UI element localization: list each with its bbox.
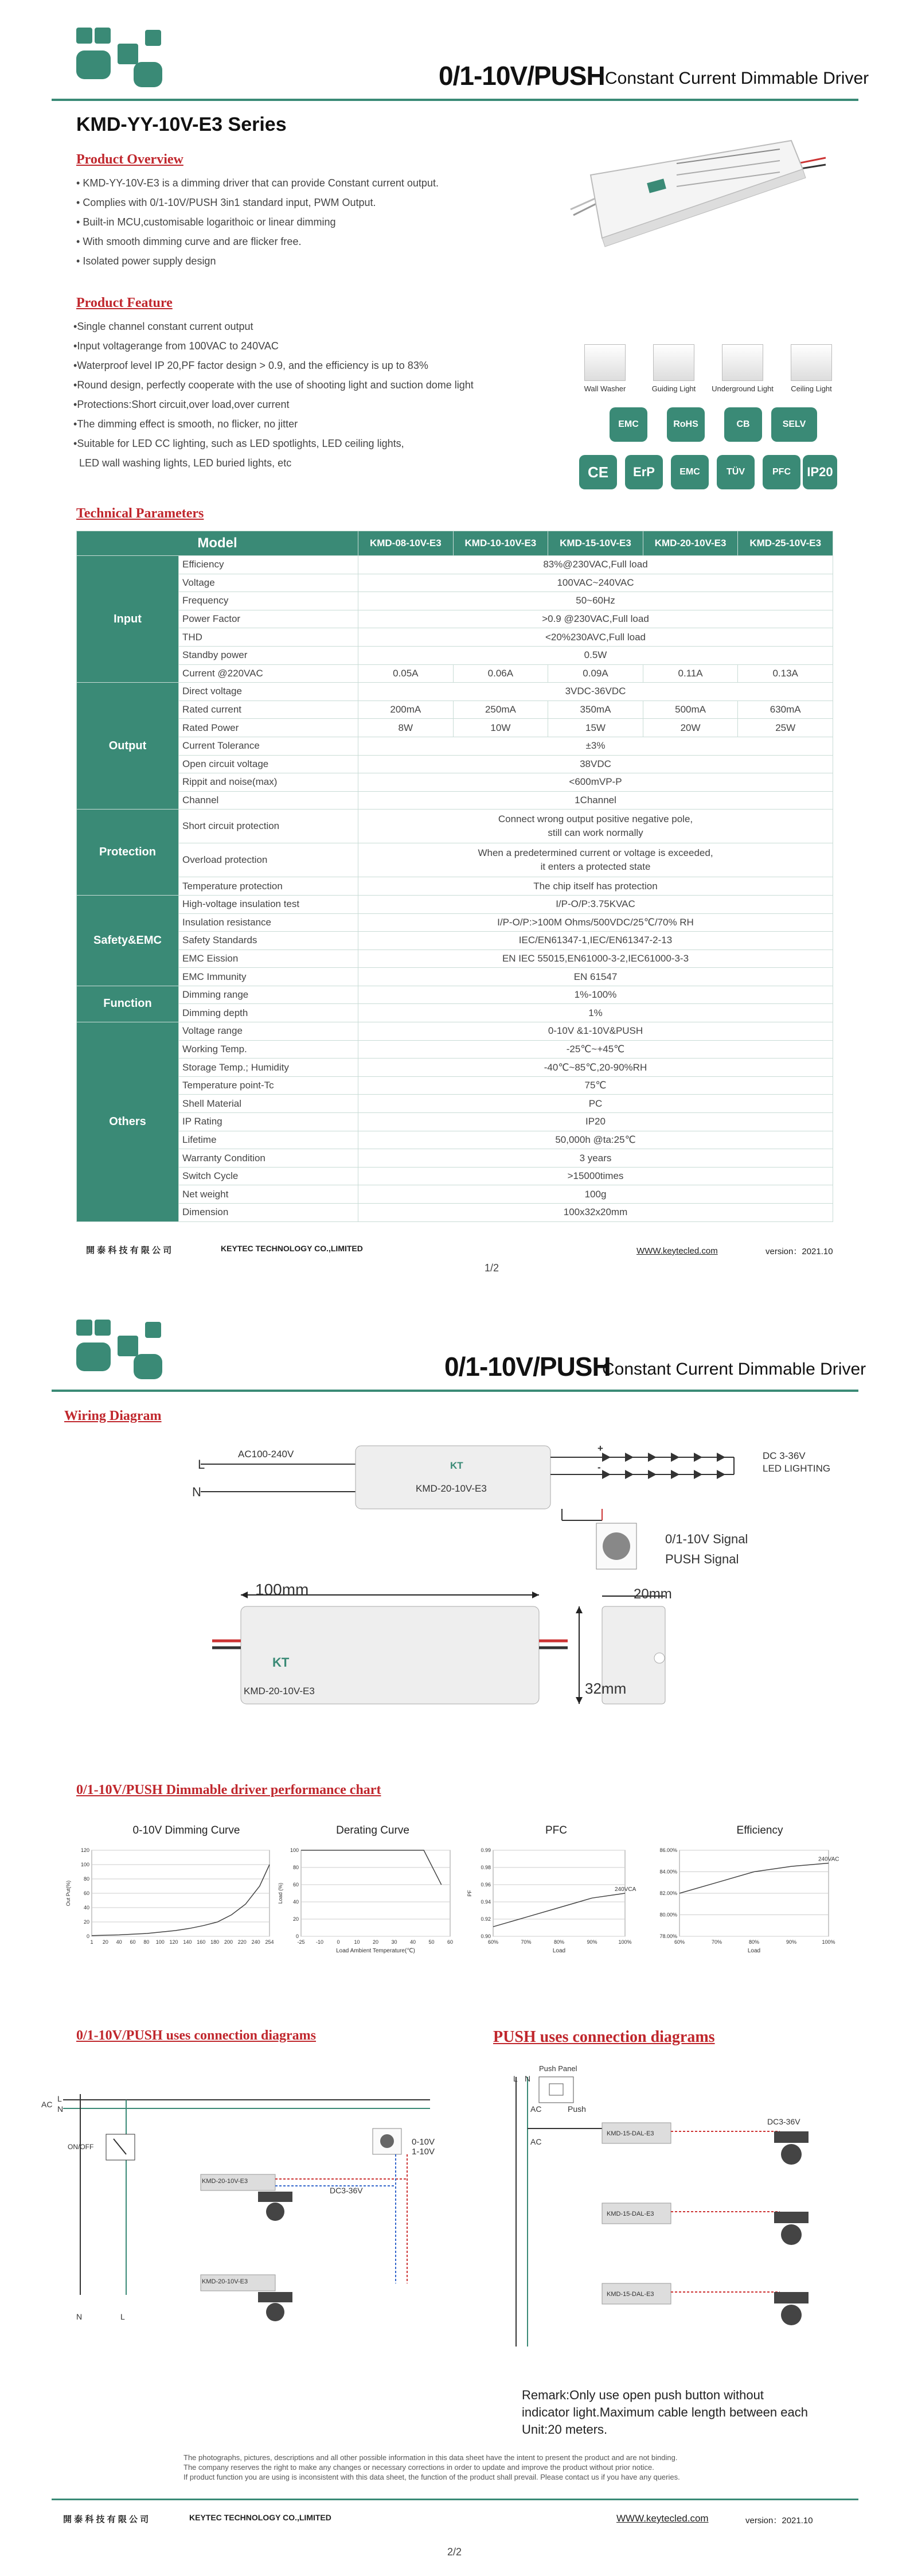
performance-title: 0/1-10V/PUSH Dimmable driver performance chart bbox=[76, 1783, 381, 1797]
wiring-led-label: LED LIGHTING bbox=[763, 1463, 831, 1474]
table-row: Warranty Condition 3 years bbox=[77, 1149, 833, 1168]
y-tick-label: 80.00% bbox=[659, 1912, 677, 1918]
table-row: Rated Power 8W 10W 15W 20W 25W bbox=[77, 719, 833, 737]
x-tick-label: 90% bbox=[786, 1939, 797, 1945]
model-col: KMD-20-10V-E3 bbox=[643, 531, 738, 556]
table-row: Rippit and noise(max) <600mVP-P bbox=[77, 773, 833, 792]
wiring-dc-label: DC 3-36V bbox=[763, 1450, 806, 1461]
x-tick-label: 80% bbox=[748, 1939, 760, 1945]
y-tick-label: 84.00% bbox=[659, 1869, 677, 1875]
tuv-cert-icon: TÜV bbox=[717, 455, 755, 489]
footer-company-en: KEYTEC TECHNOLOGY CO.,LIMITED bbox=[189, 2513, 331, 2522]
tech-params-table bbox=[76, 531, 833, 1222]
push-conn-title: PUSH uses connection diagrams bbox=[493, 2028, 715, 2046]
conn-n-label: N bbox=[57, 2104, 64, 2114]
derating-curve-chart bbox=[275, 1842, 464, 1968]
y-tick-label: 0 bbox=[295, 1933, 299, 1939]
table-row: Others Voltage range 0-10V &1-10V&PUSH bbox=[77, 1022, 833, 1041]
group-safety: Safety&EMC bbox=[77, 895, 179, 986]
list-item: •Single channel constant current output bbox=[73, 321, 253, 332]
application-guiding-light: Guiding Light bbox=[642, 344, 705, 393]
table-row: Net weight 100g bbox=[77, 1185, 833, 1204]
disclaimer: The photographs, pictures, descriptions and all other possible information in this data sheet have the intent to present the product and are not binding. The company reserves the right to make any changes or necessary corrections in order to update and improve the product without prior notice. If product function you are using is inconsistent with this data sheet, the function of the product shall prevail. Please contact us if you have any queries. bbox=[183, 2453, 680, 2481]
table-row: Open circuit voltage 38VDC bbox=[77, 755, 833, 773]
table-row: Current @220VAC 0.05A 0.06A 0.09A 0.11A 0.13A bbox=[77, 664, 833, 683]
x-tick-label: 40 bbox=[409, 1939, 416, 1945]
x-tick-label: 60% bbox=[674, 1939, 685, 1945]
model-col: KMD-08-10V-E3 bbox=[358, 531, 454, 556]
list-item: • KMD-YY-10V-E3 is a dimming driver that can provide Constant current output. bbox=[76, 177, 439, 189]
footer-divider bbox=[52, 2499, 858, 2500]
y-tick-label: 0 bbox=[86, 1933, 89, 1939]
table-row: Insulation resistance I/P-O/P:>100M Ohms/500VDC/25℃/70% RH bbox=[77, 913, 833, 932]
table-row: THD <20%230AVC,Full load bbox=[77, 628, 833, 647]
y-tick-label: 100 bbox=[290, 1847, 299, 1853]
conn-l-bottom: L bbox=[120, 2312, 125, 2321]
ip20-cert-icon: IP20 bbox=[803, 455, 837, 489]
x-tick-label: 40 bbox=[116, 1939, 122, 1945]
x-tick-label: 30 bbox=[391, 1939, 397, 1945]
table-row: Frequency 50~60Hz bbox=[77, 592, 833, 610]
x-tick-label: 140 bbox=[183, 1939, 192, 1945]
y-axis-label: Load (%) bbox=[278, 1882, 283, 1904]
footer-company-en: KEYTEC TECHNOLOGY CO.,LIMITED bbox=[221, 1244, 363, 1253]
dimension-height: 32mm bbox=[585, 1680, 627, 1697]
footer-version: version：2021.10 bbox=[745, 2516, 813, 2526]
y-tick-label: 120 bbox=[80, 1847, 89, 1853]
series-line bbox=[493, 1893, 625, 1927]
series-annotation: 240VCA bbox=[615, 1886, 636, 1893]
x-tick-label: 100% bbox=[822, 1939, 835, 1945]
y-tick-label: 0.94 bbox=[481, 1899, 491, 1905]
tech-params-title: Technical Parameters bbox=[76, 506, 204, 521]
push-l-label: L bbox=[513, 2074, 518, 2083]
dim-model-label: KMD-20-10V-E3 bbox=[244, 1686, 315, 1696]
group-protection: Protection bbox=[77, 810, 179, 896]
chart-title-efficiency: Efficiency bbox=[736, 1824, 783, 1836]
page-number: 2/2 bbox=[447, 2546, 462, 2558]
push-conn-diagram bbox=[505, 2060, 849, 2358]
chart-title-dimming: 0-10V Dimming Curve bbox=[132, 1824, 240, 1836]
header-divider bbox=[52, 1390, 858, 1392]
footer-company-cn: 開 泰 科 技 有 限 公 司 bbox=[86, 1246, 172, 1255]
wiring-title: Wiring Diagram bbox=[64, 1408, 162, 1423]
list-item: LED wall washing lights, LED buried lights, etc bbox=[79, 457, 292, 469]
efficiency-chart bbox=[648, 1842, 854, 1968]
x-tick-label: -10 bbox=[315, 1939, 324, 1945]
overview-list bbox=[76, 173, 439, 271]
x-tick-label: 60 bbox=[130, 1939, 136, 1945]
conn-onoff-label: ON/OFF bbox=[68, 2143, 94, 2151]
push-push-label: Push bbox=[568, 2104, 586, 2114]
model-col: KMD-15-10V-E3 bbox=[548, 531, 643, 556]
overview-title: Product Overview bbox=[76, 152, 183, 167]
table-row: Dimming depth 1% bbox=[77, 1004, 833, 1022]
table-row: Temperature protection The chip itself has protection bbox=[77, 877, 833, 896]
conn-sig2-label: 1-10V bbox=[412, 2147, 435, 2157]
x-tick-label: 20 bbox=[372, 1939, 379, 1945]
y-tick-label: 40 bbox=[83, 1905, 89, 1910]
conn-dc-label: DC3-36V bbox=[330, 2186, 363, 2195]
push-ac-label: AC bbox=[530, 2104, 542, 2114]
wiring-plus-label: + bbox=[597, 1443, 603, 1454]
dimension-length: 100mm bbox=[255, 1581, 309, 1598]
conn-l-label: L bbox=[57, 2094, 62, 2103]
application-wall-washer: Wall Washer bbox=[573, 344, 636, 393]
table-row: Switch Cycle >15000times bbox=[77, 1167, 833, 1185]
list-item: •Round design, perfectly cooperate with the use of shooting light and suction dome light bbox=[73, 379, 474, 391]
footer-version: version：2021.10 bbox=[766, 1247, 833, 1256]
table-row: Working Temp. -25℃~+45℃ bbox=[77, 1040, 833, 1059]
table-row: Power Factor >0.9 @230VAC,Full load bbox=[77, 610, 833, 628]
x-tick-label: 254 bbox=[265, 1939, 274, 1945]
series-line bbox=[679, 1863, 829, 1894]
pfc-cert-icon: PFC bbox=[763, 455, 800, 489]
cb-cert-icon: CB bbox=[724, 407, 762, 442]
table-row: Overload protection When a predetermined current or voltage is exceeded, it enters a protected state bbox=[77, 843, 833, 877]
footer-company-cn: 開 泰 科 技 有 限 公 司 bbox=[63, 2515, 149, 2524]
wiring-ac-label: AC100-240V bbox=[238, 1449, 294, 1460]
model-col: KMD-10-10V-E3 bbox=[453, 531, 548, 556]
ce-cert-icon: CE bbox=[579, 455, 617, 489]
x-tick-label: 1 bbox=[90, 1939, 93, 1945]
table-row: EMC Immunity EN 61547 bbox=[77, 968, 833, 986]
company-logo bbox=[76, 28, 174, 96]
erp-cert-icon: ErP bbox=[625, 455, 663, 489]
y-tick-label: 20 bbox=[83, 1919, 89, 1925]
push-panel-label: Push Panel bbox=[539, 2064, 577, 2073]
conn-010-title: 0/1-10V/PUSH uses connection diagrams bbox=[76, 2028, 317, 2043]
page-number: 1/2 bbox=[485, 1262, 499, 1274]
series-line bbox=[92, 1865, 270, 1936]
dimension-width: 20mm bbox=[634, 1586, 672, 1602]
x-tick-label: 10 bbox=[354, 1939, 360, 1945]
application-ceiling-light: Ceiling Light bbox=[780, 344, 843, 393]
pfc-chart bbox=[464, 1842, 642, 1968]
header-title: 0/1-10V/PUSH bbox=[444, 1352, 611, 1382]
x-tick-label: 160 bbox=[197, 1939, 206, 1945]
conn-sig-label: 0-10V bbox=[412, 2137, 435, 2147]
dim-kt-logo: KT bbox=[272, 1655, 290, 1670]
x-tick-label: 180 bbox=[210, 1939, 220, 1945]
list-item: • With smooth dimming curve and are flicker free. bbox=[76, 236, 302, 247]
wiring-model-label: KMD-20-10V-E3 bbox=[416, 1483, 487, 1494]
x-tick-label: 80% bbox=[553, 1939, 565, 1945]
y-tick-label: 82.00% bbox=[659, 1890, 677, 1896]
group-output: Output bbox=[77, 683, 179, 810]
table-row: Output Direct voltage 3VDC-36VDC bbox=[77, 683, 833, 701]
group-function: Function bbox=[77, 986, 179, 1022]
y-axis-label: PF bbox=[467, 1890, 472, 1897]
x-tick-label: 220 bbox=[237, 1939, 247, 1945]
chart-title-pfc: PFC bbox=[545, 1824, 567, 1836]
x-tick-label: 240 bbox=[251, 1939, 260, 1945]
application-underground-light: Underground Light bbox=[711, 344, 774, 393]
y-tick-label: 60 bbox=[83, 1890, 89, 1896]
feature-title: Product Feature bbox=[76, 295, 173, 310]
y-tick-label: 0.90 bbox=[481, 1933, 491, 1939]
table-row: Temperature point-Tc 75℃ bbox=[77, 1076, 833, 1095]
y-tick-label: 0.92 bbox=[481, 1916, 491, 1922]
table-row: Standby power 0.5W bbox=[77, 646, 833, 664]
plot-area bbox=[301, 1850, 450, 1936]
y-tick-label: 60 bbox=[292, 1882, 299, 1888]
y-tick-label: 40 bbox=[292, 1899, 299, 1905]
x-tick-label: 20 bbox=[102, 1939, 108, 1945]
x-tick-label: 100% bbox=[618, 1939, 632, 1945]
x-tick-label: 100 bbox=[155, 1939, 165, 1945]
model-header: Model bbox=[77, 531, 358, 556]
conn-n-bottom: N bbox=[76, 2312, 83, 2321]
x-tick-label: 120 bbox=[169, 1939, 178, 1945]
y-tick-label: 0.96 bbox=[481, 1882, 491, 1888]
wiring-kt-logo: KT bbox=[450, 1460, 463, 1471]
wiring-n-label: N bbox=[192, 1485, 201, 1499]
table-header-row bbox=[77, 531, 833, 556]
table-row: Safety&EMC High-voltage insulation test I/P-O/P:3.75KVAC bbox=[77, 895, 833, 913]
conn-ac-label: AC bbox=[41, 2100, 53, 2109]
conn-model-1: KMD-20-10V-E3 bbox=[202, 2178, 248, 2185]
dimming-curve-chart bbox=[63, 1842, 281, 1956]
group-others: Others bbox=[77, 1022, 179, 1222]
emc2-cert-icon: EMC bbox=[671, 455, 709, 489]
push-model-3: KMD-15-DAL-E3 bbox=[607, 2291, 654, 2298]
list-item: • Isolated power supply design bbox=[76, 255, 216, 267]
table-row: Function Dimming range 1%-100% bbox=[77, 986, 833, 1004]
table-row: Channel 1Channel bbox=[77, 791, 833, 810]
x-tick-label: 80 bbox=[143, 1939, 150, 1945]
x-axis-label: Load Ambient Temperature(℃) bbox=[336, 1948, 415, 1954]
wiring-signal-2: PUSH Signal bbox=[665, 1552, 739, 1566]
x-tick-label: -25 bbox=[297, 1939, 305, 1945]
footer-url[interactable]: WWW.keytecled.com bbox=[636, 1246, 718, 1256]
y-tick-label: 80 bbox=[83, 1876, 89, 1882]
x-tick-label: 0 bbox=[337, 1939, 340, 1945]
y-axis-label: Out Put(%) bbox=[65, 1880, 71, 1906]
push-model-1: KMD-15-DAL-E3 bbox=[607, 2130, 654, 2137]
y-tick-label: 20 bbox=[292, 1916, 299, 1922]
plot-area bbox=[493, 1850, 625, 1936]
table-row: Dimension 100x32x20mm bbox=[77, 1204, 833, 1222]
x-tick-label: 200 bbox=[224, 1939, 233, 1945]
y-tick-label: 86.00% bbox=[659, 1847, 677, 1853]
table-row: Voltage 100VAC~240VAC bbox=[77, 574, 833, 592]
list-item: •Suitable for LED CC lighting, such as LED spotlights, LED ceiling lights, bbox=[73, 438, 404, 449]
table-row: Input Efficiency 83%@230VAC,Full load bbox=[77, 556, 833, 574]
table-row: Current Tolerance ±3% bbox=[77, 737, 833, 755]
list-item: •Waterproof level IP 20,PF factor design > 0.9, and the efficiency is up to 83% bbox=[73, 360, 428, 371]
list-item: •Protections:Short circuit,over load,over current bbox=[73, 399, 290, 410]
table-row: Rated current 200mA 250mA 350mA 500mA 630mA bbox=[77, 701, 833, 719]
y-tick-label: 100 bbox=[80, 1862, 89, 1867]
header-title: 0/1-10V/PUSH bbox=[439, 61, 605, 91]
push-model-2: KMD-15-DAL-E3 bbox=[607, 2211, 654, 2217]
conn-model-2: KMD-20-10V-E3 bbox=[202, 2278, 248, 2285]
x-tick-label: 70% bbox=[711, 1939, 722, 1945]
x-tick-label: 60 bbox=[447, 1939, 454, 1945]
x-tick-label: 50 bbox=[428, 1939, 435, 1945]
x-tick-label: 90% bbox=[587, 1939, 597, 1945]
list-item: •Input voltagerange from 100VAC to 240VAC bbox=[73, 340, 279, 352]
y-tick-label: 0.98 bbox=[481, 1865, 491, 1870]
conn-010-diagram bbox=[40, 2054, 476, 2352]
model-col: KMD-25-10V-E3 bbox=[738, 531, 833, 556]
header-subtitle: Constant Current Dimmable Driver bbox=[605, 69, 869, 88]
group-input: Input bbox=[77, 556, 179, 683]
push-n-label: N bbox=[525, 2074, 531, 2083]
x-tick-label: 70% bbox=[521, 1939, 532, 1945]
series-title: KMD-YY-10V-E3 Series bbox=[76, 114, 287, 135]
push-dc-label: DC3-36V bbox=[767, 2117, 800, 2126]
table-row: Storage Temp.; Humidity -40℃~85℃,20-90%RH bbox=[77, 1059, 833, 1077]
list-item: • Built-in MCU,customisable logarithoic or linear dimming bbox=[76, 216, 336, 228]
list-item: • Complies with 0/1-10V/PUSH 3in1 standard input, PWM Output. bbox=[76, 197, 376, 208]
selv-cert-icon: SELV bbox=[771, 407, 817, 442]
series-annotation: 240VAC bbox=[818, 1856, 839, 1863]
emc-cert-icon: EMC bbox=[610, 407, 647, 442]
y-tick-label: 0.99 bbox=[481, 1847, 491, 1853]
table-row: IP Rating IP20 bbox=[77, 1113, 833, 1131]
push-remark: Remark:Only use open push button without indicator light.Maximum cable length between each Unit:20 meters. bbox=[522, 2388, 808, 2437]
y-tick-label: 80 bbox=[292, 1865, 299, 1870]
footer-url[interactable]: WWW.keytecled.com bbox=[616, 2513, 709, 2524]
table-row: Protection Short circuit protection Connect wrong output positive negative pole, still can work normally bbox=[77, 810, 833, 843]
feature-list bbox=[73, 317, 474, 473]
table-row: Shell Material PC bbox=[77, 1095, 833, 1113]
product-photo bbox=[562, 129, 831, 250]
chart-title-derating: Derating Curve bbox=[336, 1824, 409, 1836]
wiring-minus-label: - bbox=[597, 1462, 601, 1473]
list-item: •The dimming effect is smooth, no flicker, no jitter bbox=[73, 418, 298, 430]
x-axis-label: Load bbox=[747, 1948, 761, 1954]
x-tick-label: 60% bbox=[487, 1939, 499, 1945]
header-subtitle: Constant Current Dimmable Driver bbox=[602, 1360, 866, 1379]
wiring-l-label: L bbox=[198, 1457, 205, 1472]
table-row: EMC Eission EN IEC 55015,EN61000-3-2,IEC61000-3-3 bbox=[77, 950, 833, 968]
x-axis-label: Load bbox=[552, 1948, 566, 1954]
table-row: Lifetime 50,000h @ta:25℃ bbox=[77, 1131, 833, 1149]
push-ac-label-2: AC bbox=[530, 2137, 542, 2146]
header-divider bbox=[52, 99, 858, 101]
y-tick-label: 78.00% bbox=[659, 1933, 677, 1939]
wiring-signal-1: 0/1-10V Signal bbox=[665, 1532, 748, 1546]
table-row: Safety Standards IEC/EN61347-1,IEC/EN61347-2-13 bbox=[77, 932, 833, 950]
company-logo bbox=[76, 1320, 174, 1388]
rohs-cert-icon: RoHS bbox=[667, 407, 705, 442]
